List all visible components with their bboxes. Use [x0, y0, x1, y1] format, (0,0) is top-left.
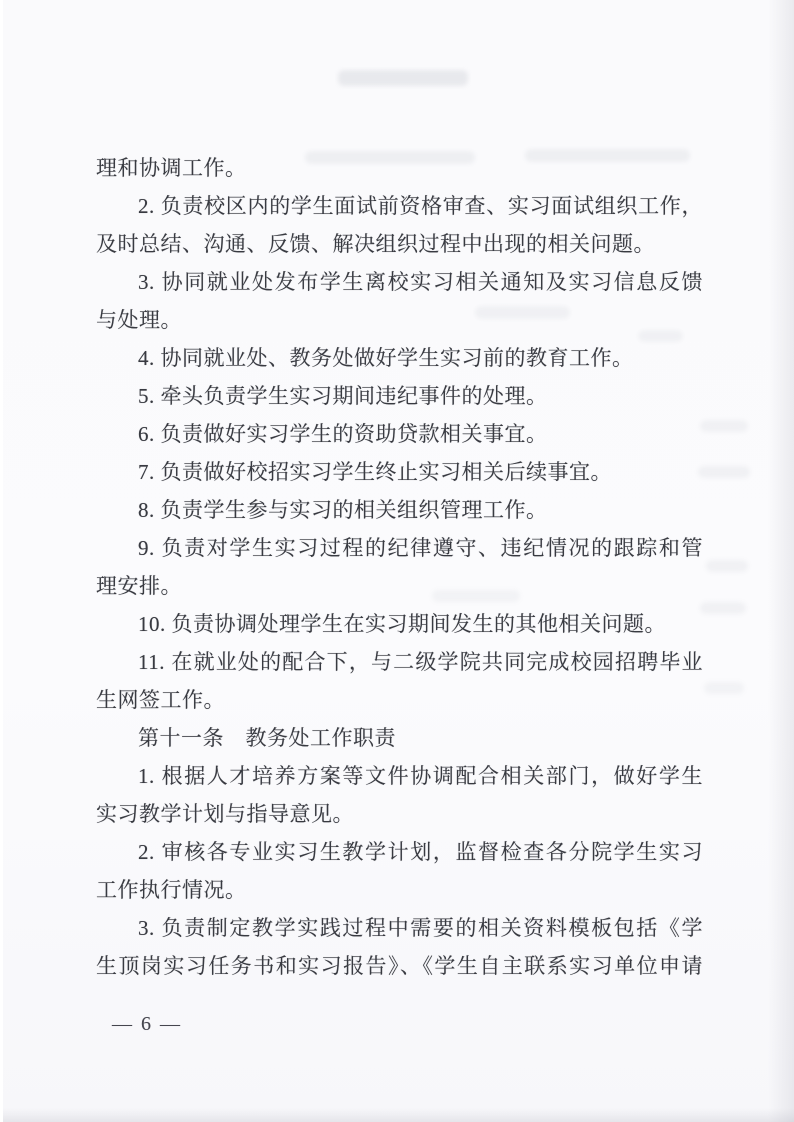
text-line: 1. 根据人才培养方案等文件协调配合相关部门，做好学生	[138, 764, 703, 788]
bleedthrough-artifact	[704, 682, 744, 694]
bleedthrough-artifact	[698, 466, 750, 478]
text-line: 3. 负责制定教学实践过程中需要的相关资料模板包括《学	[138, 916, 703, 940]
text-line: 及时总结、沟通、反馈、解决组织过程中出现的相关问题。	[96, 232, 655, 256]
text-line: 10. 负责协调处理学生在实习期间发生的其他相关问题。	[138, 612, 666, 636]
text-line: 与处理。	[96, 308, 182, 332]
text-line: 3. 协同就业处发布学生离校实习相关通知及实习信息反馈	[138, 270, 703, 294]
scan-edge-highlight-left	[0, 0, 3, 1122]
bleedthrough-artifact	[700, 602, 746, 614]
text-line: 2. 负责校区内的学生面试前资格审查、实习面试组织工作，	[138, 194, 703, 218]
text-line: 6. 负责做好实习学生的资助贷款相关事宜。	[138, 422, 548, 446]
text-line: 11. 在就业处的配合下，与二级学院共同完成校园招聘毕业	[138, 650, 703, 674]
text-line: 第十一条 教务处工作职责	[138, 726, 396, 750]
text-line: 7. 负责做好校招实习学生终止实习相关后续事宜。	[138, 460, 612, 484]
bleedthrough-artifact	[700, 420, 748, 432]
scan-edge-shadow-right	[768, 0, 794, 1122]
bleedthrough-artifact	[706, 560, 748, 572]
scan-edge-shadow-bottom	[0, 1108, 794, 1122]
text-line: 理安排。	[96, 574, 182, 598]
text-line: 实习教学计划与指导意见。	[96, 802, 354, 826]
text-line: 工作执行情况。	[96, 878, 247, 902]
text-line: 理和协调工作。	[96, 156, 247, 180]
text-line: 9. 负责对学生实习过程的纪律遵守、违纪情况的跟踪和管	[138, 536, 703, 560]
bleedthrough-artifact	[338, 70, 468, 86]
text-line: 生网签工作。	[96, 688, 225, 712]
page-number: — 6 —	[112, 1013, 182, 1035]
text-line: 2. 审核各专业实习生教学计划，监督检查各分院学生实习	[138, 840, 703, 864]
document-body	[96, 149, 703, 985]
text-line: 5. 牵头负责学生实习期间违纪事件的处理。	[138, 384, 548, 408]
text-line: 生顶岗实习任务书和实习报告》、《学生自主联系实习单位申请	[96, 954, 703, 978]
text-line: 8. 负责学生参与实习的相关组织管理工作。	[138, 498, 548, 522]
text-line: 4. 协同就业处、教务处做好学生实习前的教育工作。	[138, 346, 634, 370]
